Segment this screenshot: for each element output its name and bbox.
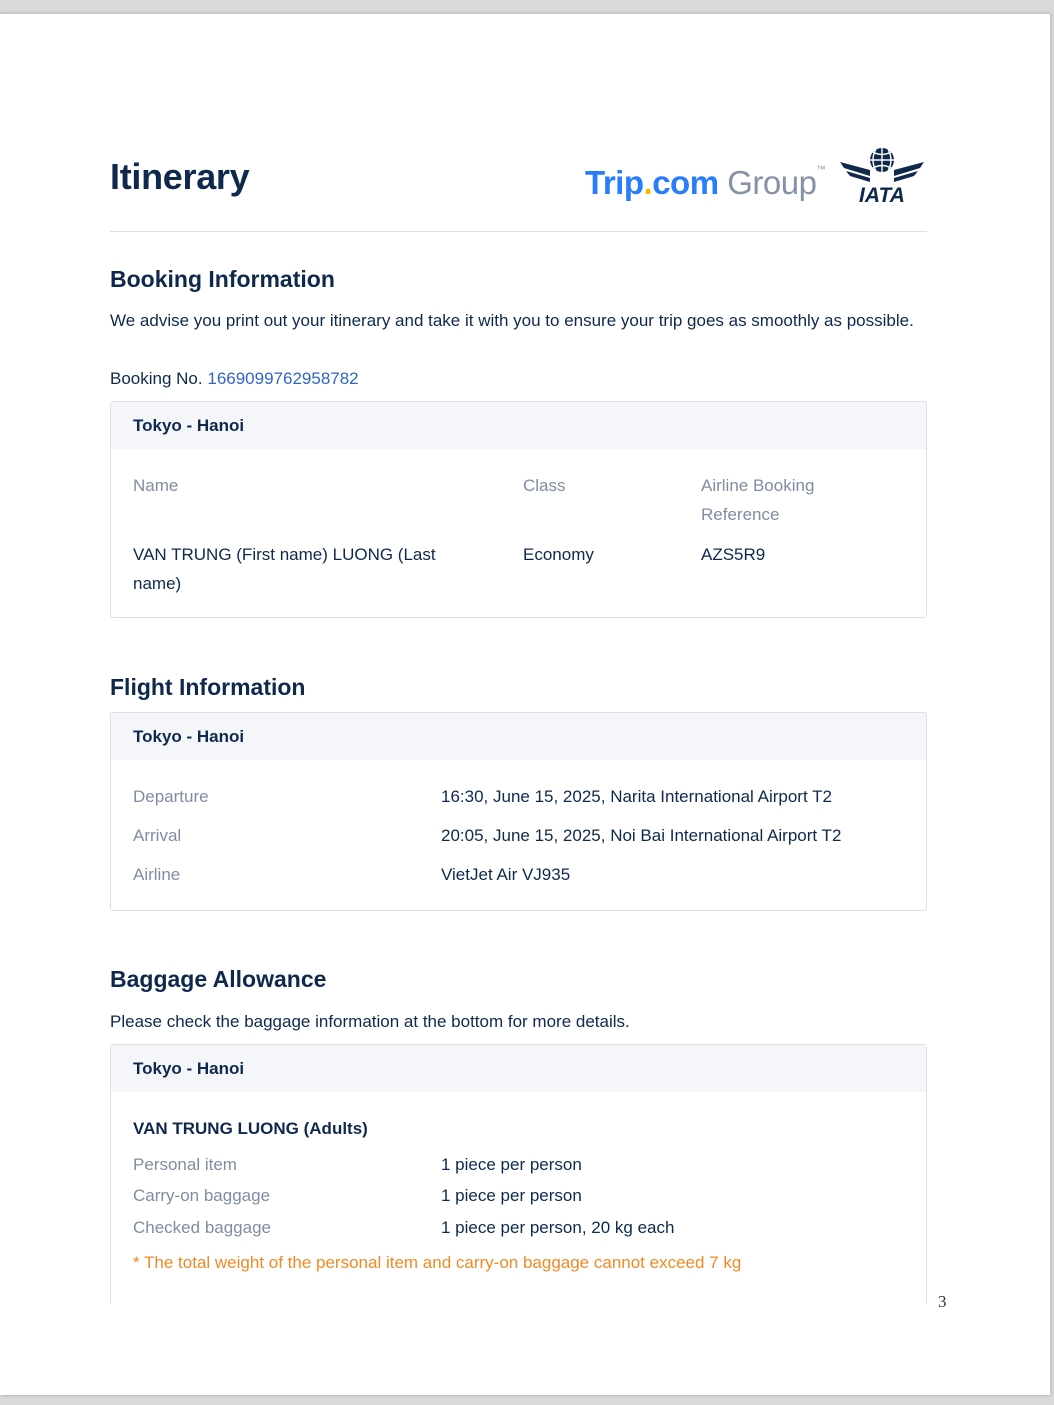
baggage-card-route: Tokyo - Hanoi: [111, 1045, 926, 1092]
personal-item-label: Personal item: [133, 1155, 237, 1174]
carry-on-label: Carry-on baggage: [133, 1186, 271, 1205]
booking-ref-column-label: Airline Booking Reference: [701, 476, 815, 524]
baggage-card: [110, 1044, 927, 1304]
booking-number-label: Booking No.: [110, 369, 203, 388]
booking-number-line: [110, 364, 927, 393]
departure-label: Departure: [133, 787, 209, 806]
checked-baggage-label: Checked baggage: [133, 1218, 272, 1237]
booking-card-route: Tokyo - Hanoi: [111, 402, 926, 449]
booking-info-heading: Booking Information: [110, 266, 335, 292]
flight-card-route: Tokyo - Hanoi: [111, 713, 926, 760]
page-header: [110, 142, 927, 232]
flight-info-heading: Flight Information: [110, 674, 306, 700]
booking-card: [110, 401, 927, 618]
baggage-intro: Please check the baggage information at the bottom for more details.: [110, 1012, 630, 1031]
class-column-label: Class: [523, 476, 566, 495]
departure-value: 16:30, June 15, 2025, Narita International Airport T2: [441, 787, 832, 806]
airline-booking-reference: AZS5R9: [701, 545, 766, 564]
page-title: Itinerary: [110, 156, 250, 197]
svg-text:IATA: IATA: [859, 184, 905, 206]
trip-com-group-logo: Trip.com Group™: [585, 164, 825, 201]
airline-label: Airline: [133, 865, 181, 884]
arrival-value: 20:05, June 15, 2025, Noi Bai International Airport T2: [441, 826, 842, 845]
carry-on-value: 1 piece per person: [441, 1186, 582, 1205]
personal-item-value: 1 piece per person: [441, 1155, 582, 1174]
baggage-weight-note: * The total weight of the personal item and carry-on baggage cannot exceed 7 kg: [133, 1253, 742, 1272]
booking-number-link[interactable]: 1669099762958782: [207, 369, 359, 388]
baggage-heading: Baggage Allowance: [110, 966, 327, 992]
arrival-label: Arrival: [133, 826, 182, 845]
checked-baggage-value: 1 piece per person, 20 kg each: [441, 1218, 675, 1237]
travel-class: Economy: [523, 545, 594, 564]
airline-value: VietJet Air VJ935: [441, 865, 571, 884]
booking-advice: We advise you print out your itinerary and take it with you to ensure your trip goes as smoothly as possible.: [110, 311, 914, 330]
page-number: 3: [938, 1292, 947, 1311]
baggage-passenger: VAN TRUNG LUONG (Adults): [133, 1119, 368, 1138]
passenger-name: VAN TRUNG (First name) LUONG (Last name): [133, 545, 436, 593]
flight-card: [110, 712, 927, 911]
iata-logo: [840, 146, 930, 206]
document-page: [0, 12, 1050, 1395]
name-column-label: Name: [133, 476, 179, 495]
